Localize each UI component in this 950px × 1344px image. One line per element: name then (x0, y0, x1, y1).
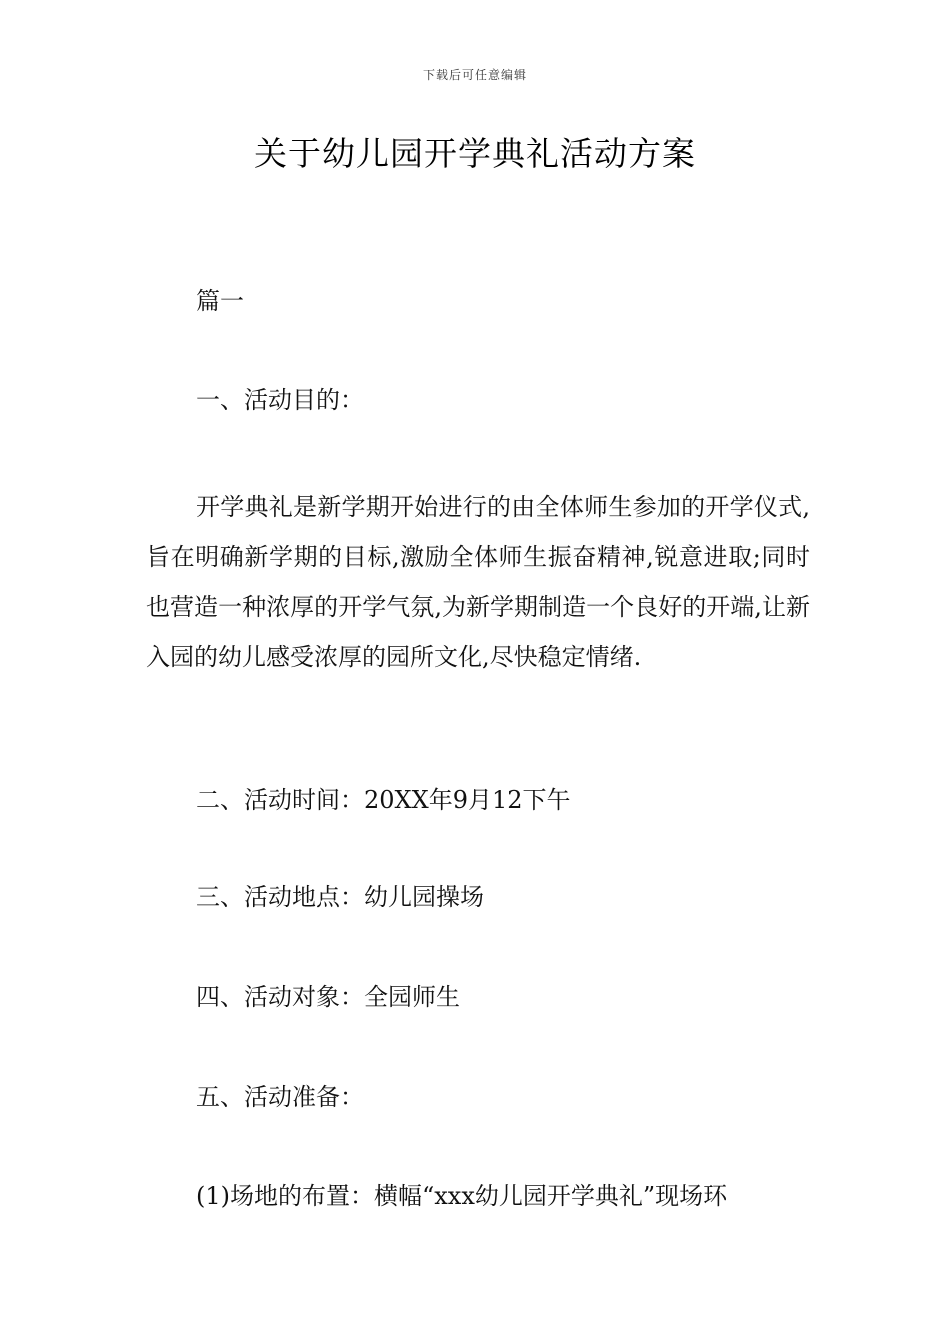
heading-location: 三、活动地点：幼儿园操场 (196, 883, 484, 911)
heading-purpose: 一、活动目的： (196, 386, 364, 414)
purpose-paragraph: 开学典礼是新学期开始进行的由全体师生参加的开学仪式,旨在明确新学期的目标,激励全体师生振奋精神,锐意进取;同时也营造一种浓厚的开学气氛,为新学期制造一个良好的开端,让新入园的幼儿感受浓厚的园所文化,尽快稳定情绪. (146, 493, 810, 671)
preparation-item: (1)场地的布置：横幅“xxx幼儿园开学典礼”现场环 (196, 1182, 728, 1210)
heading-preparation: 五、活动准备： (196, 1083, 364, 1111)
heading-time: 二、活动时间：20XX年9月12下午 (196, 786, 571, 814)
heading-audience: 四、活动对象：全园师生 (196, 983, 460, 1011)
section-label: 篇一 (196, 287, 244, 315)
header-note: 下载后可任意编辑 (422, 68, 527, 82)
document-title: 关于幼儿园开学典礼活动方案 (254, 134, 696, 173)
